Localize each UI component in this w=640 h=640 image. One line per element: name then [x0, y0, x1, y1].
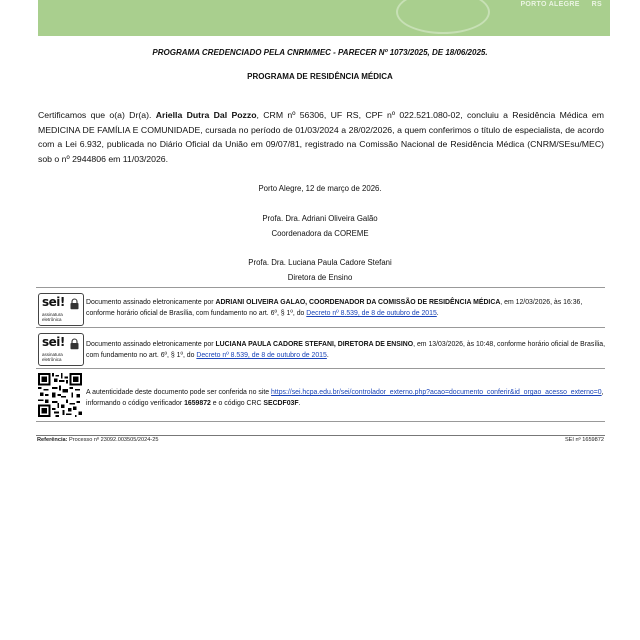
sig2-middle: , em 13/03/2026, às 10:48, conforme horário oficial de Brasília, com fundamento no art. 6º, § 1º, do — [86, 341, 606, 359]
verify-middle: , informando o código verificador — [86, 389, 604, 407]
verify-suffix: . — [298, 400, 301, 407]
header-state: RS — [591, 1, 602, 8]
document-subtitle: PROGRAMA DE RESIDÊNCIA MÉDICA — [247, 72, 393, 81]
header-banner — [38, 0, 610, 36]
signature-block-1 — [36, 287, 605, 328]
footer-sei-number: SEI nº 1659872 — [564, 437, 604, 443]
sig1-prefix: Documento assinado eletronicamente por — [86, 299, 216, 306]
sig1-middle: , em 12/03/2026, às 16:36, conforme horário oficial de Brasília, com fundamento no art. 6º, § 1º, do — [86, 299, 583, 317]
seal-line-2: eletrônica — [42, 357, 62, 362]
place-date: Porto Alegre, 12 de março de 2026. — [258, 184, 382, 193]
sig2-decree-link[interactable]: Decreto nº 8.539, de 8 de outubro de 2015 — [196, 352, 327, 359]
header-location — [508, 1, 602, 8]
signer-1-role: Coordenadora da COREME — [271, 229, 369, 238]
signer-2-name: Profa. Dra. Luciana Paula Cadore Stefani — [248, 258, 392, 267]
sei-seal-1 — [38, 293, 84, 326]
header-city: PORTO ALEGRE — [520, 1, 580, 8]
seal-line-1: assinatura — [42, 312, 63, 317]
sei-logo-text: sei! — [42, 295, 65, 309]
verification-text — [86, 387, 606, 409]
reference-value: Processo nº 23092.003505/2024-25 — [67, 437, 159, 443]
sei-logo-text: sei! — [42, 335, 65, 349]
verification-block — [36, 368, 605, 422]
footer-divider — [36, 435, 605, 436]
sig2-prefix: Documento assinado eletronicamente por — [86, 341, 216, 348]
signature-block-2 — [36, 327, 605, 369]
verification-code: 1659872 — [184, 400, 211, 407]
sei-seal-2 — [38, 333, 84, 366]
sig1-signer: ADRIANI OLIVEIRA GALAO, COORDENADOR DA COMISSÃO DE RESIDÊNCIA MÉDICA — [215, 299, 501, 306]
signer-1-name: Profa. Dra. Adriani Oliveira Galão — [262, 214, 378, 223]
certificate-text — [38, 108, 604, 166]
signature-text-1 — [86, 297, 606, 319]
program-accreditation: PROGRAMA CREDENCIADO PELA CNRM/MEC - PARECER Nº 1073/2025, DE 18/06/2025. — [152, 48, 488, 57]
sig2-signer: LUCIANA PAULA CADORE STEFANI, DIRETORA DE ENSINO — [215, 341, 414, 348]
sig1-suffix: . — [436, 310, 439, 317]
lock-icon — [69, 338, 80, 350]
seal-line-1: assinatura — [42, 352, 63, 357]
footer-reference — [37, 437, 158, 443]
reference-label: Referência: — [37, 437, 68, 443]
crc-code: SECDF03F — [263, 400, 299, 407]
verification-link[interactable]: https://sei.hcpa.edu.br/sei/controlador_externo.php?acao=documento_conferir&id_orgao_acesso_externo=0 — [271, 389, 602, 396]
verify-prefix: A autenticidade deste documento pode ser conferida no site — [86, 389, 272, 396]
sig2-suffix: . — [326, 352, 329, 359]
certificate-name: Ariella Dutra Dal Pozzo — [155, 110, 257, 120]
certificate-intro: Certificamos que o(a) Dr(a). — [38, 110, 156, 120]
signature-text-2 — [86, 339, 606, 361]
qr-code-icon — [38, 373, 82, 417]
banner-watermark — [396, 0, 490, 34]
sig1-decree-link[interactable]: Decreto nº 8.539, de 8 de outubro de 2015 — [306, 310, 437, 317]
verify-middle2: e o código CRC — [210, 400, 264, 407]
lock-icon — [69, 298, 80, 310]
certificate-rest: , CRM nº 56306, UF RS, CPF nº 022.521.080-02, concluiu a Residência Médica em MEDICINA DE FAMÍLIA E COMUNIDADE, cursada no período de 01/03/2024 a 28/02/2026, a quem conferimos o título de especialista, de acordo com a Lei 6.932, publicada no Diário Oficial da União em 09/07/81, registrado na Comissão Nacional de Residência Médica (CNRM/SEsu/MEC) sob o nº 2944806 em 11/03/2026. — [38, 110, 604, 164]
signer-2-role: Diretora de Ensino — [287, 273, 353, 282]
seal-line-2: eletrônica — [42, 317, 62, 322]
